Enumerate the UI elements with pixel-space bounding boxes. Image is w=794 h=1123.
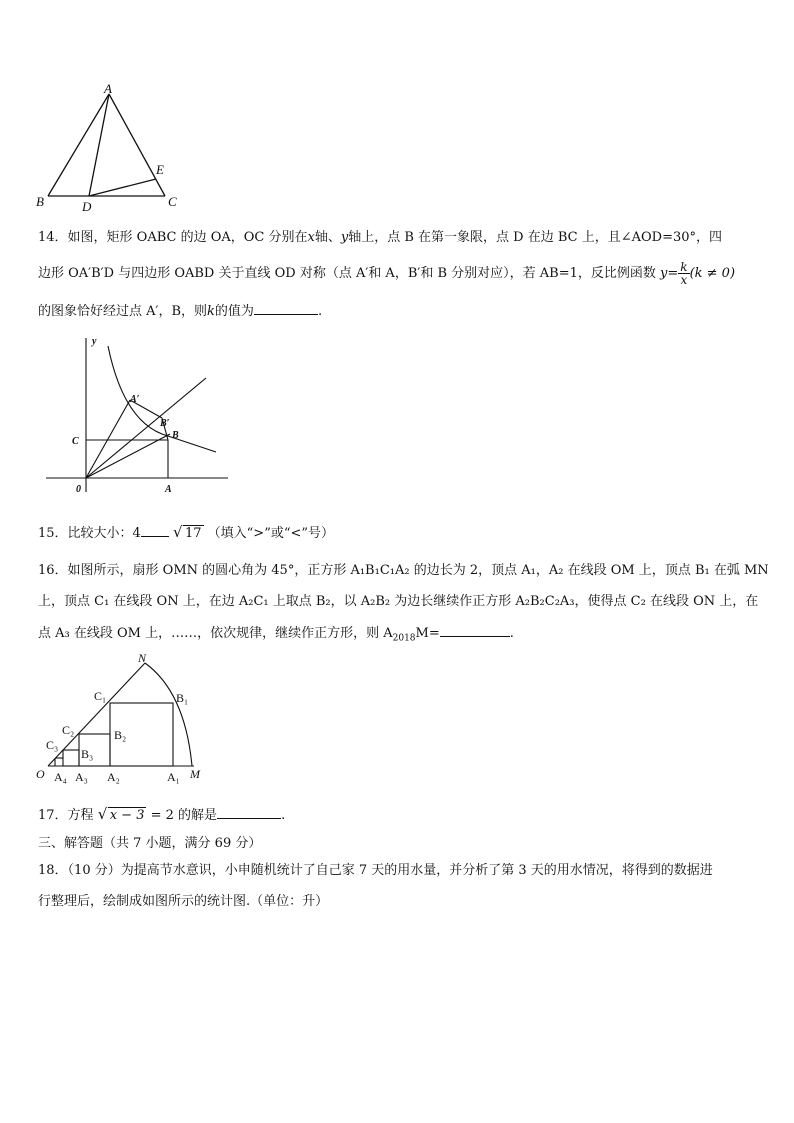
label-y-axis: y [92, 336, 97, 347]
answer-blank-17[interactable] [217, 806, 281, 819]
q14-line-1 [38, 229, 722, 247]
label-B2: B₂ [114, 728, 127, 742]
label-A1: A₁ [167, 770, 180, 784]
function-condition: (k ≠ 0) [689, 266, 736, 281]
q17-text-a: 方程 [67, 808, 94, 823]
label-E: E [156, 162, 164, 177]
q14-number: 14． [38, 230, 68, 245]
q15-line [38, 524, 334, 543]
sqrt-expression: √ x − 3 [97, 805, 145, 823]
q16-subscript: 2018 [392, 633, 416, 644]
q16-text-3a: 点 A₃ 在线段 OM 上，……，依次规律，继续作正方形，则 A [38, 626, 393, 641]
q17-text-b: 的解是 [178, 808, 218, 823]
q18-line-1: 18．（10 分）为提高节水意识，小申随机统计了自己家 7 天的用水量，并分析了第 3 天的用水情况，将得到的数据进 [38, 863, 713, 878]
q14-line-3 [38, 302, 322, 321]
label-C: C [72, 436, 79, 447]
q15-text-b: （填入“>”或“<”号） [207, 526, 335, 541]
triangle-figure [32, 82, 192, 212]
q14-text-3b: 的值为 [214, 304, 254, 319]
label-B3: B₃ [81, 747, 94, 761]
label-D: D [82, 199, 92, 212]
q14-text-1b: 轴、 [314, 230, 341, 245]
q14-line-2 [38, 261, 735, 286]
q16-text-3b: M= [415, 626, 440, 641]
q14-text-1c: 轴上，点 B 在第一象限，点 D 在边 BC 上，且∠AOD=30°，四 [348, 230, 723, 245]
q14-text-1a: 如图，矩形 OABC 的边 OA，OC 分别在 [67, 230, 308, 245]
q16-line-3 [38, 624, 514, 648]
x-variable: x [307, 230, 315, 245]
k-variable: k [207, 304, 215, 319]
function-fraction [678, 261, 689, 286]
q16-line-2: 上，顶点 C₁ 在线段 ON 上，在边 A₂C₁ 上取点 B₂，以 A₂B₂ 为边长继续作正方形 A₂B₂C₂A₃，使得点 C₂ 在线段 ON 上，在 [38, 594, 759, 609]
label-B: B [36, 194, 44, 209]
label-A3: A₃ [75, 770, 88, 784]
section-heading: 三、解答题（共 7 小题，满分 69 分） [38, 836, 262, 851]
q14-text-3a: 的图象恰好经过点 A′，B，则 [38, 304, 208, 319]
q17-end: . [281, 808, 286, 823]
fraction-denominator: x [680, 273, 688, 287]
function-equals: = [667, 266, 679, 281]
label-O: 0 [76, 484, 81, 495]
q16-line-1: 16．如图所示，扇形 OMN 的圆心角为 45°，正方形 A₁B₁C₁A₂ 的边长为 2，顶点 A₁，A₂ 在线段 OM 上，顶点 B₁ 在弧 MN [38, 563, 769, 578]
function-y: y [660, 266, 668, 281]
label-N: N [138, 651, 147, 665]
q14-text-2a: 边形 OA′B′D 与四边形 OABD 关于直线 OD 对称（点 A′和 A，B′和 B 分别对应），若 AB=1，反比例函数 [38, 266, 656, 281]
sqrt-17-radicand: 17 [184, 526, 202, 541]
sqrt-radicand: x − 3 [109, 808, 145, 823]
label-M: M [190, 767, 200, 781]
label-C2: C₂ [62, 723, 75, 737]
q16-end: . [509, 626, 514, 641]
y-variable: y [340, 230, 349, 245]
label-B1: B₁ [176, 691, 189, 705]
label-C: C [168, 194, 177, 209]
sqrt-17: √ 17 [172, 523, 202, 541]
sector-figure [34, 650, 214, 785]
label-A2: A₂ [107, 770, 120, 784]
label-A: A [165, 484, 172, 495]
label-A4: A₄ [54, 770, 67, 784]
q15-text-a: 比较大小：4 [67, 526, 141, 541]
label-A-prime: A′ [130, 394, 140, 405]
label-O: O [36, 767, 45, 781]
q17-line [38, 806, 285, 825]
coordinate-figure [40, 332, 240, 502]
answer-blank-16[interactable] [440, 624, 510, 637]
label-A: A [104, 82, 112, 96]
q17-equals: = 2 [146, 808, 174, 823]
fraction-numerator: k [680, 260, 688, 274]
q18-line-2: 行整理后，绘制成如图所示的统计图.（单位：升） [38, 894, 329, 909]
q14-end: . [317, 304, 323, 319]
label-C3: C₃ [46, 738, 59, 752]
label-C1: C₁ [94, 689, 107, 703]
label-B-prime: B′ [160, 418, 170, 429]
label-B: B [172, 430, 179, 441]
q17-number: 17． [38, 808, 68, 823]
answer-blank-14[interactable] [254, 302, 318, 315]
answer-blank-15[interactable] [141, 524, 169, 537]
q15-number: 15． [38, 526, 68, 541]
